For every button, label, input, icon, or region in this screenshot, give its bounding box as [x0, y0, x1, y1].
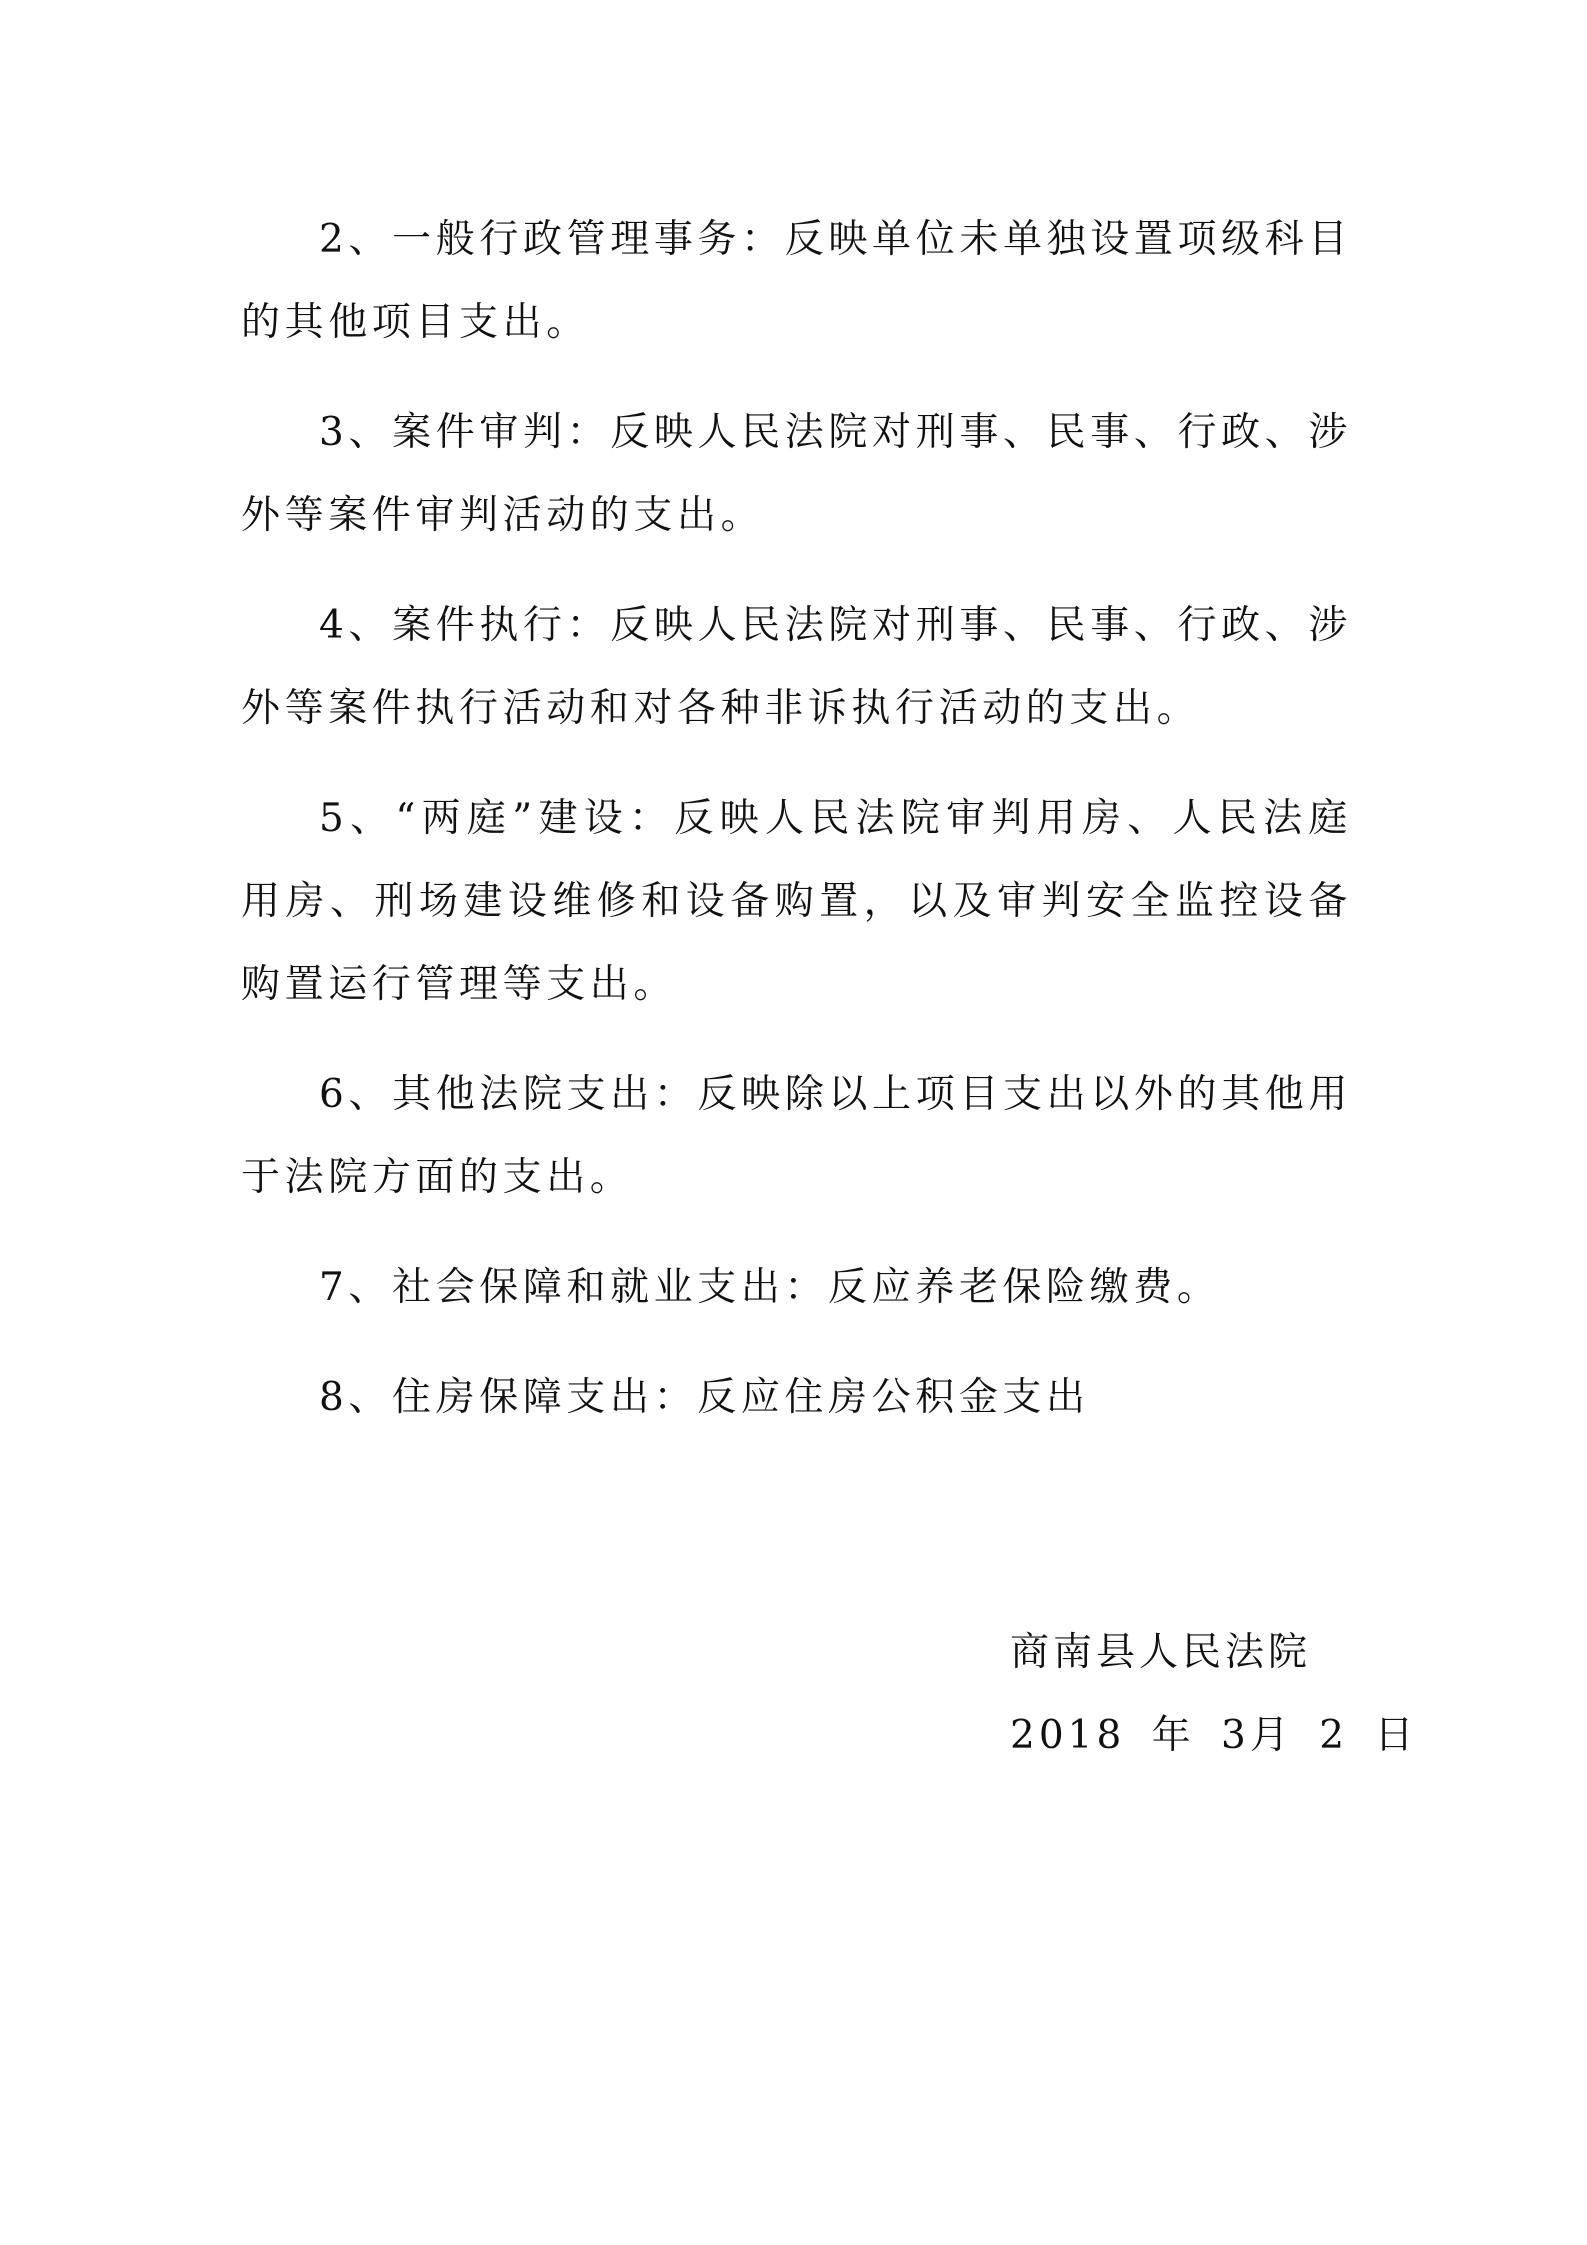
paragraph-item-4: 4、案件执行：反映人民法院对刑事、民事、行政、涉外等案件执行活动和对各种非诉执行活动的支出。	[241, 603, 1352, 731]
signature-date: 2018 年 3月 2 日	[1010, 1713, 1418, 1758]
signature-block	[1010, 1611, 1418, 1777]
paragraph-item-6: 6、其他法院支出：反映除以上项目支出以外的其他用于法院方面的支出。	[241, 1072, 1352, 1200]
paragraph-item-2: 2、一般行政管理事务：反映单位未单独设置项级科目的其他项目支出。	[241, 217, 1352, 345]
paragraph-item-8: 8、住房保障支出：反应住房公积金支出	[319, 1375, 1090, 1420]
paragraph-item-5: 5、“两庭”建设：反映人民法院审判用房、人民法庭用房、刑场建设维修和设备购置，以及审判安全监控设备购置运行管理等支出。	[241, 796, 1352, 1007]
paragraph-item-3: 3、案件审判：反映人民法院对刑事、民事、行政、涉外等案件审判活动的支出。	[241, 410, 1352, 538]
signature-organization: 商南县人民法院	[1010, 1630, 1312, 1675]
paragraph-item-7: 7、社会保障和就业支出：反应养老保险缴费。	[319, 1265, 1221, 1310]
document-body	[241, 198, 1352, 1466]
